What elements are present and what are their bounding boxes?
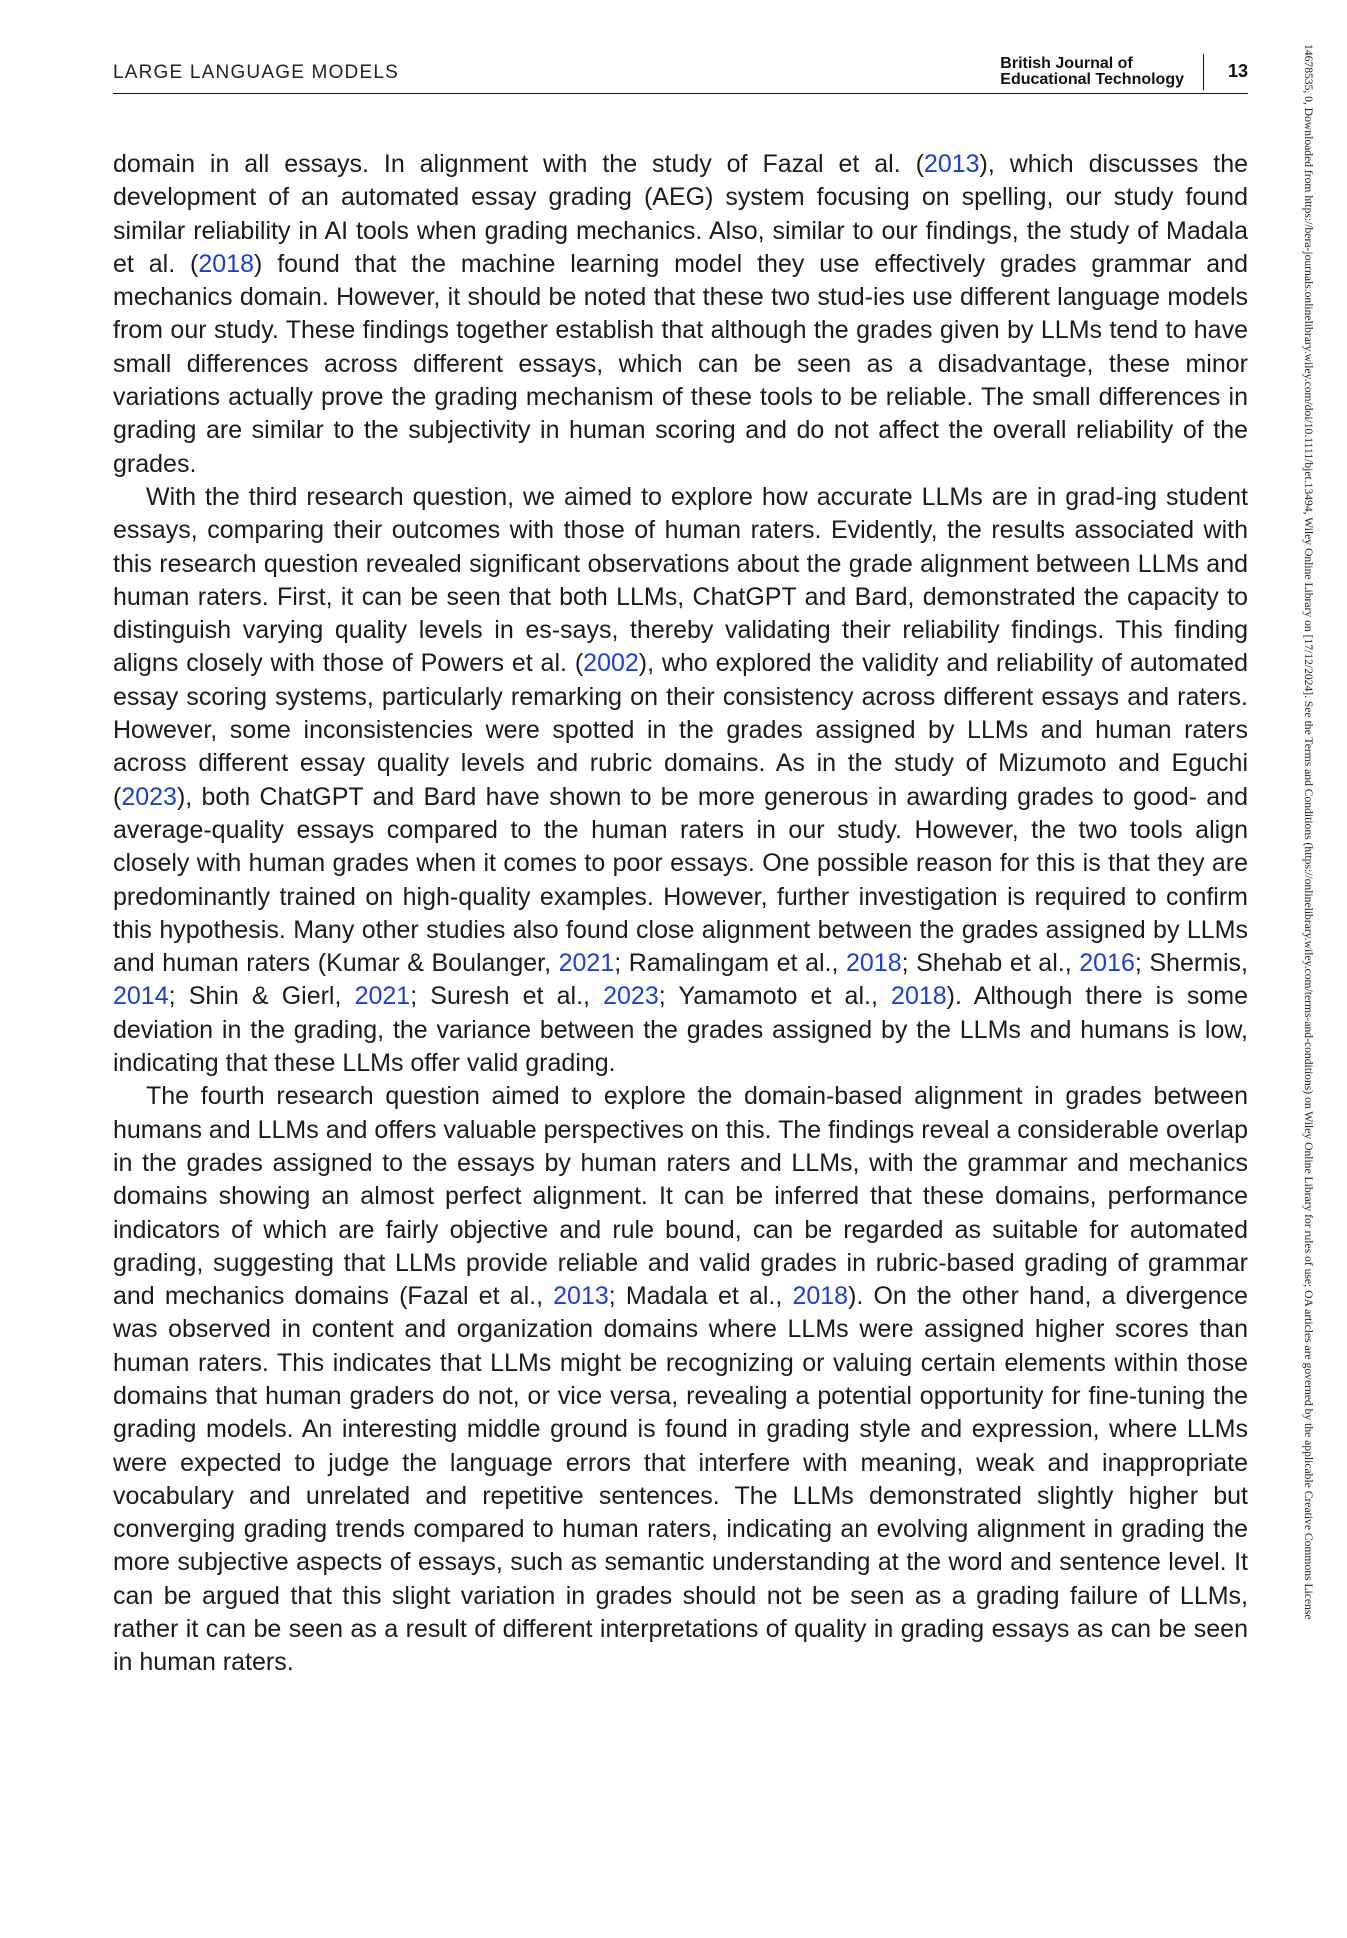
paragraph: [113, 1080, 1248, 1679]
citation-link[interactable]: 2014: [113, 982, 169, 1011]
article-body: [113, 148, 1248, 1680]
citation-link[interactable]: 2023: [603, 982, 659, 1011]
paragraph-text: ). On the other hand, a divergence was observed in content and organization domains where LLMs were assigned higher scores than human raters. This indicates that LLMs might be recognizing or valuing certain elements within those domains that human graders do not, or vice versa, revealing a potential opportunity for fine-tuning the grading models. An interesting middle ground is found in grading style and expression, where LLMs were expected to judge the language errors that interfere with meaning, weak and inappropriate vocabulary and unrelated and repetitive sentences. The LLMs demonstrated slightly higher but converging grading trends compared to human raters, indicating an evolving alignment in grading the more subjective aspects of essays, such as semantic understanding at the word and sentence level. It can be argued that this slight variation in grades should not be seen as a grading failure of LLMs, rather it can be seen as a result of different interpretations of quality in grading essays as can be seen in human raters.: [113, 1282, 1248, 1677]
paragraph-text: With the third research question, we aimed to explore how accurate LLMs are in grad-ing student essays, comparing their outcomes with those of human raters. Evidently, the results associated with this research question revealed significant observations about the grade alignment between LLMs and human raters. First, it can be seen that both LLMs, ChatGPT and Bard, demonstrated the capacity to distinguish varying quality levels in es-says, thereby validating their reliability findings. This finding aligns closely with those of Powers et al. (: [113, 482, 1248, 678]
citation-link[interactable]: 2018: [891, 982, 947, 1011]
journal-title-line-2: Educational Technology: [1000, 71, 1184, 88]
paragraph-text: ; Suresh et al.,: [410, 982, 604, 1011]
paragraph: [113, 481, 1248, 1080]
citation-link[interactable]: 2021: [558, 949, 615, 978]
citation-link[interactable]: 2018: [846, 949, 902, 978]
page-header: [113, 56, 1248, 96]
page-number: 13: [1227, 61, 1248, 81]
paragraph-text: ; Madala et al.,: [608, 1282, 793, 1311]
citation-link[interactable]: 2002: [583, 649, 639, 678]
citation-link[interactable]: 2023: [121, 782, 177, 811]
paragraph-text: ; Ramalingam et al.,: [614, 949, 846, 978]
paragraph-text: ), which discusses the development of an automated essay grading (AEG) system focusing on spelling, our study found similar reliability in AI tools when grading mechanics. Also, similar to our findings, the study of Madala et al. (: [113, 150, 1249, 278]
paragraph-text: ), both ChatGPT and Bard have shown to be more generous in awarding grades to good- and average-quality essays compared to the human raters in our study. However, the two tools align closely with human grades when it comes to poor essays. One possible reason for this is that they are predominantly trained on high-quality examples. However, further investigation is required to confirm this hypothesis. Many other studies also found close alignment between the grades assigned by LLMs and human raters (Kumar & Boulanger,: [113, 782, 1248, 978]
citation-link[interactable]: 2013: [923, 150, 980, 178]
download-side-note: 14678535, 0, Downloaded from https://bera-journals.onlinelibrary.wiley.com/doi/10.1111/bjet.13494, Wiley Online Library on [17/12/2024]. See the Terms and Conditions (https://onlinelibrary.wiley.com/terms-and-conditions) on Wiley Online Library for rules of use; OA articles are governed by the applicable Creative Commons License: [1302, 44, 1315, 1620]
journal-title: [1000, 56, 1184, 88]
citation-link[interactable]: 2021: [354, 982, 411, 1011]
paragraph-text: ; Shehab et al.,: [901, 949, 1080, 978]
paragraph-text: ; Shin & Gierl,: [168, 982, 355, 1011]
paragraph-text: The fourth research question aimed to explore the domain-based alignment in grades between humans and LLMs and offers valuable perspectives on this. The findings reveal a considerable overlap in the grades assigned to the essays by human raters and LLMs, with the grammar and mechanics domains showing an almost perfect alignment. It can be inferred that these domains, performance indicators of which are fairly objective and rule bound, can be regarded as suitable for automated grading, suggesting that LLMs provide reliable and valid grades in rubric-based grading of grammar and mechanics domains (Fazal et al.,: [113, 1082, 1248, 1311]
citation-link[interactable]: 2018: [198, 249, 254, 278]
citation-link[interactable]: 2013: [553, 1282, 609, 1311]
citation-link[interactable]: 2016: [1079, 949, 1135, 978]
header-divider: [1203, 54, 1204, 90]
paragraph-text: ; Shermis,: [1134, 949, 1249, 978]
paragraph: [113, 148, 1248, 481]
paragraph-text: ) found that the machine learning model they use effectively grades grammar and mechanics domain. However, it should be noted that these two stud-ies use different language models from our study. These findings together establish that although the grades given by LLMs tend to have small differences across different essays, which can be seen as a disadvantage, these minor variations actually prove the grading mechanism of these tools to be reliable. The small differences in grading are similar to the subjectivity in human scoring and do not affect the overall reliability of the grades.: [113, 249, 1248, 478]
paragraph-text: ), who explored the validity and reliability of automated essay scoring systems, particularly remarking on their consistency across different essays and raters. However, some inconsistencies were spotted in the grades assigned by LLMs and human raters across different essay quality levels and rubric domains. As in the study of Mizumoto and Eguchi (: [113, 649, 1248, 811]
journal-title-line-1: British Journal of: [1000, 55, 1133, 72]
paragraph-text: ; Yamamoto et al.,: [658, 982, 892, 1011]
paragraph-text: ). Although there is some deviation in the grading, the variance between the grades assigned by the LLMs and humans is low, indicating that these LLMs offer valid grading.: [113, 982, 1248, 1078]
citation-link[interactable]: 2018: [792, 1282, 849, 1311]
header-rule: [113, 93, 1248, 94]
running-head: LARGE LANGUAGE MODELS: [113, 62, 399, 83]
paragraph-text: domain in all essays. In alignment with the study of Fazal et al. (: [113, 150, 924, 178]
